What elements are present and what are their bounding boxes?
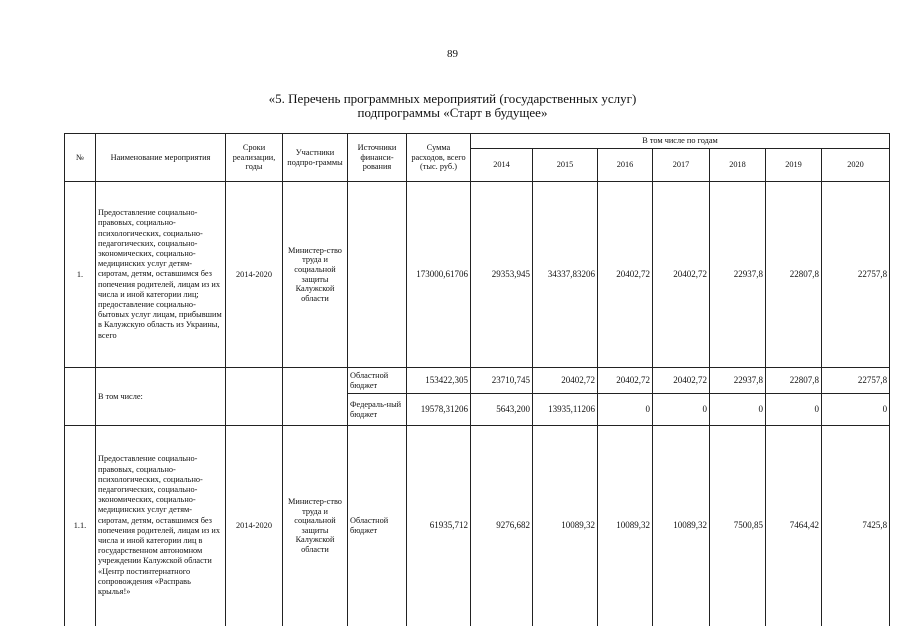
year-amount: 20402,72 xyxy=(653,368,710,394)
year-amount: 22807,8 xyxy=(766,368,822,394)
year-amount: 22937,8 xyxy=(710,182,766,368)
period-empty xyxy=(226,368,283,426)
year-amount: 0 xyxy=(822,394,890,426)
year-amount: 7500,85 xyxy=(710,426,766,626)
year-amount: 22757,8 xyxy=(822,182,890,368)
year-amount: 7425,8 xyxy=(822,426,890,626)
period: 2014-2020 xyxy=(226,426,283,626)
col-header-period: Сроки реализации, годы xyxy=(226,134,283,182)
page-number: 89 xyxy=(447,48,458,60)
funding-source: Областной бюджет xyxy=(348,426,407,626)
year-amount: 22757,8 xyxy=(822,368,890,394)
table-row xyxy=(65,182,890,368)
year-amount: 22937,8 xyxy=(710,368,766,394)
year-header: 2018 xyxy=(710,149,766,182)
participants-empty xyxy=(283,368,348,426)
year-header: 2019 xyxy=(766,149,822,182)
year-header: 2015 xyxy=(533,149,598,182)
year-amount: 7464,42 xyxy=(766,426,822,626)
col-header-num: № xyxy=(65,134,96,182)
header-row-1 xyxy=(65,134,890,149)
row-num: 1.1. xyxy=(65,426,96,626)
year-amount: 34337,83206 xyxy=(533,182,598,368)
activity-name: Предоставление социально-правовых, социально-психологических, социально-педагогических, социально-экономических, социально-медицинских услуг детям-сиротам, детям, оставшимся без попечения родителей, лицам из их числа и иной категории лиц в государственном автономном учреждении Калужской области «Центр постинтернатного сопровождения «Расправь крылья!» xyxy=(96,426,226,626)
year-amount: 0 xyxy=(598,394,653,426)
program-activities-table xyxy=(64,133,890,626)
participants: Министер-ство труда и социальной защиты Калужской области xyxy=(283,426,348,626)
funding-source: Федераль-ный бюджет xyxy=(348,394,407,426)
col-header-sources: Источники финанси-рования xyxy=(348,134,407,182)
col-header-participants: Участники подпро-граммы xyxy=(283,134,348,182)
total-amount: 153422,305 xyxy=(407,368,471,394)
year-amount: 0 xyxy=(766,394,822,426)
year-header: 2020 xyxy=(822,149,890,182)
table-row xyxy=(65,426,890,626)
year-amount: 0 xyxy=(710,394,766,426)
funding-source xyxy=(348,182,407,368)
document-title xyxy=(0,92,905,120)
year-amount: 0 xyxy=(653,394,710,426)
year-amount: 20402,72 xyxy=(533,368,598,394)
year-amount: 10089,32 xyxy=(653,426,710,626)
year-amount: 10089,32 xyxy=(598,426,653,626)
funding-source: Областной бюджет xyxy=(348,368,407,394)
col-header-total: Сумма расходов, всего (тыс. руб.) xyxy=(407,134,471,182)
col-header-name: Наименование мероприятия xyxy=(96,134,226,182)
year-header: 2017 xyxy=(653,149,710,182)
activity-name: Предоставление социально-правовых, социально-психологических, социально-педагогических, социально-экономических, социально-медицинских услуг детям-сиротам, детям, оставшимся без попечения родителей, лицам из их числа и иной категории лиц; предоставление социально-бытовых услуг лицам, прибывшим в Калужскую область из Украины, всего xyxy=(96,182,226,368)
year-amount: 23710,745 xyxy=(471,368,533,394)
year-amount: 20402,72 xyxy=(598,182,653,368)
title-line-1: «5. Перечень программных мероприятий (государственных услуг) xyxy=(268,91,637,106)
participants: Министер-ство труда и социальной защиты Калужской области xyxy=(283,182,348,368)
total-amount: 61935,712 xyxy=(407,426,471,626)
year-amount: 20402,72 xyxy=(598,368,653,394)
year-header: 2014 xyxy=(471,149,533,182)
year-amount: 10089,32 xyxy=(533,426,598,626)
year-amount: 22807,8 xyxy=(766,182,822,368)
row-num: 1. xyxy=(65,182,96,368)
total-amount: 173000,61706 xyxy=(407,182,471,368)
period: 2014-2020 xyxy=(226,182,283,368)
year-amount: 9276,682 xyxy=(471,426,533,626)
title-line-2: подпрограммы «Старт в будущее» xyxy=(357,105,548,120)
total-amount: 19578,31206 xyxy=(407,394,471,426)
table-row xyxy=(65,368,890,394)
row-num-empty xyxy=(65,368,96,426)
col-header-by-year: В том числе по годам xyxy=(471,134,890,149)
including-label: В том числе: xyxy=(96,368,226,426)
year-amount: 20402,72 xyxy=(653,182,710,368)
year-header: 2016 xyxy=(598,149,653,182)
year-amount: 5643,200 xyxy=(471,394,533,426)
year-amount: 13935,11206 xyxy=(533,394,598,426)
year-amount: 29353,945 xyxy=(471,182,533,368)
